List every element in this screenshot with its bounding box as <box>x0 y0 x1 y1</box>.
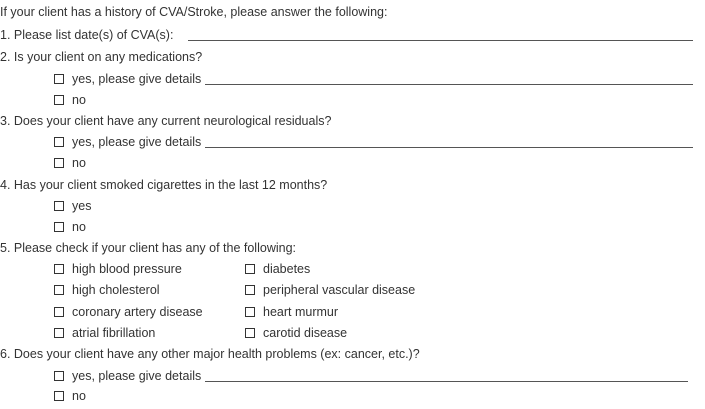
smoked-no-option <box>54 219 86 235</box>
question-3-label: 3. Does your client have any current neurological residuals? <box>0 114 332 128</box>
medications-no-option <box>54 92 86 108</box>
high-cholesterol-checkbox[interactable] <box>54 285 64 295</box>
atrial-fibrillation-checkbox[interactable] <box>54 328 64 338</box>
condition-option <box>54 325 155 341</box>
condition-option <box>54 282 160 298</box>
peripheral-vascular-disease-checkbox[interactable] <box>245 285 255 295</box>
cva-dates-field[interactable] <box>188 40 693 41</box>
condition-label: coronary artery disease <box>72 305 203 319</box>
smoked-no-label: no <box>72 220 86 234</box>
high-blood-pressure-checkbox[interactable] <box>54 264 64 274</box>
condition-option <box>245 282 415 298</box>
smoked-yes-label: yes <box>72 199 92 213</box>
condition-option <box>54 261 182 277</box>
residuals-yes-checkbox[interactable] <box>54 137 64 147</box>
heart-murmur-checkbox[interactable] <box>245 307 255 317</box>
condition-option <box>245 261 310 277</box>
condition-label: peripheral vascular disease <box>263 283 416 297</box>
other-problems-no-label: no <box>72 389 86 403</box>
residuals-yes-option <box>54 134 201 150</box>
condition-option <box>245 325 347 341</box>
diabetes-checkbox[interactable] <box>245 264 255 274</box>
condition-label: carotid disease <box>263 326 348 340</box>
condition-option <box>54 304 203 320</box>
question-2-label: 2. Is your client on any medications? <box>0 50 203 64</box>
form-intro: If your client has a history of CVA/Stroke, please answer the following: <box>0 5 388 19</box>
smoked-no-checkbox[interactable] <box>54 222 64 232</box>
condition-label: diabetes <box>263 262 311 276</box>
smoked-yes-option <box>54 198 91 214</box>
medications-no-label: no <box>72 93 86 107</box>
condition-label: high cholesterol <box>72 283 160 297</box>
question-4-label: 4. Has your client smoked cigarettes in the last 12 months? <box>0 178 328 192</box>
other-problems-no-option <box>54 388 86 404</box>
question-1-label: 1. Please list date(s) of CVA(s): <box>0 28 174 42</box>
other-problems-details-field[interactable] <box>205 381 688 382</box>
medications-no-checkbox[interactable] <box>54 95 64 105</box>
residuals-no-label: no <box>72 156 86 170</box>
smoked-yes-checkbox[interactable] <box>54 201 64 211</box>
question-6-label: 6. Does your client have any other major health problems (ex: cancer, etc.)? <box>0 347 420 361</box>
other-problems-yes-checkbox[interactable] <box>54 371 64 381</box>
other-problems-yes-option <box>54 368 201 384</box>
medications-yes-option <box>54 71 201 87</box>
condition-label: atrial fibrillation <box>72 326 156 340</box>
residuals-no-option <box>54 155 86 171</box>
condition-option <box>245 304 338 320</box>
other-problems-no-checkbox[interactable] <box>54 391 64 401</box>
question-5-label: 5. Please check if your client has any of the following: <box>0 241 296 255</box>
other-problems-yes-label: yes, please give details <box>72 369 202 383</box>
condition-label: high blood pressure <box>72 262 182 276</box>
residuals-details-field[interactable] <box>205 147 693 148</box>
medications-yes-label: yes, please give details <box>72 72 202 86</box>
condition-label: heart murmur <box>263 305 339 319</box>
residuals-no-checkbox[interactable] <box>54 158 64 168</box>
residuals-yes-label: yes, please give details <box>72 135 202 149</box>
coronary-artery-disease-checkbox[interactable] <box>54 307 64 317</box>
medications-details-field[interactable] <box>205 84 693 85</box>
medications-yes-checkbox[interactable] <box>54 74 64 84</box>
carotid-disease-checkbox[interactable] <box>245 328 255 338</box>
